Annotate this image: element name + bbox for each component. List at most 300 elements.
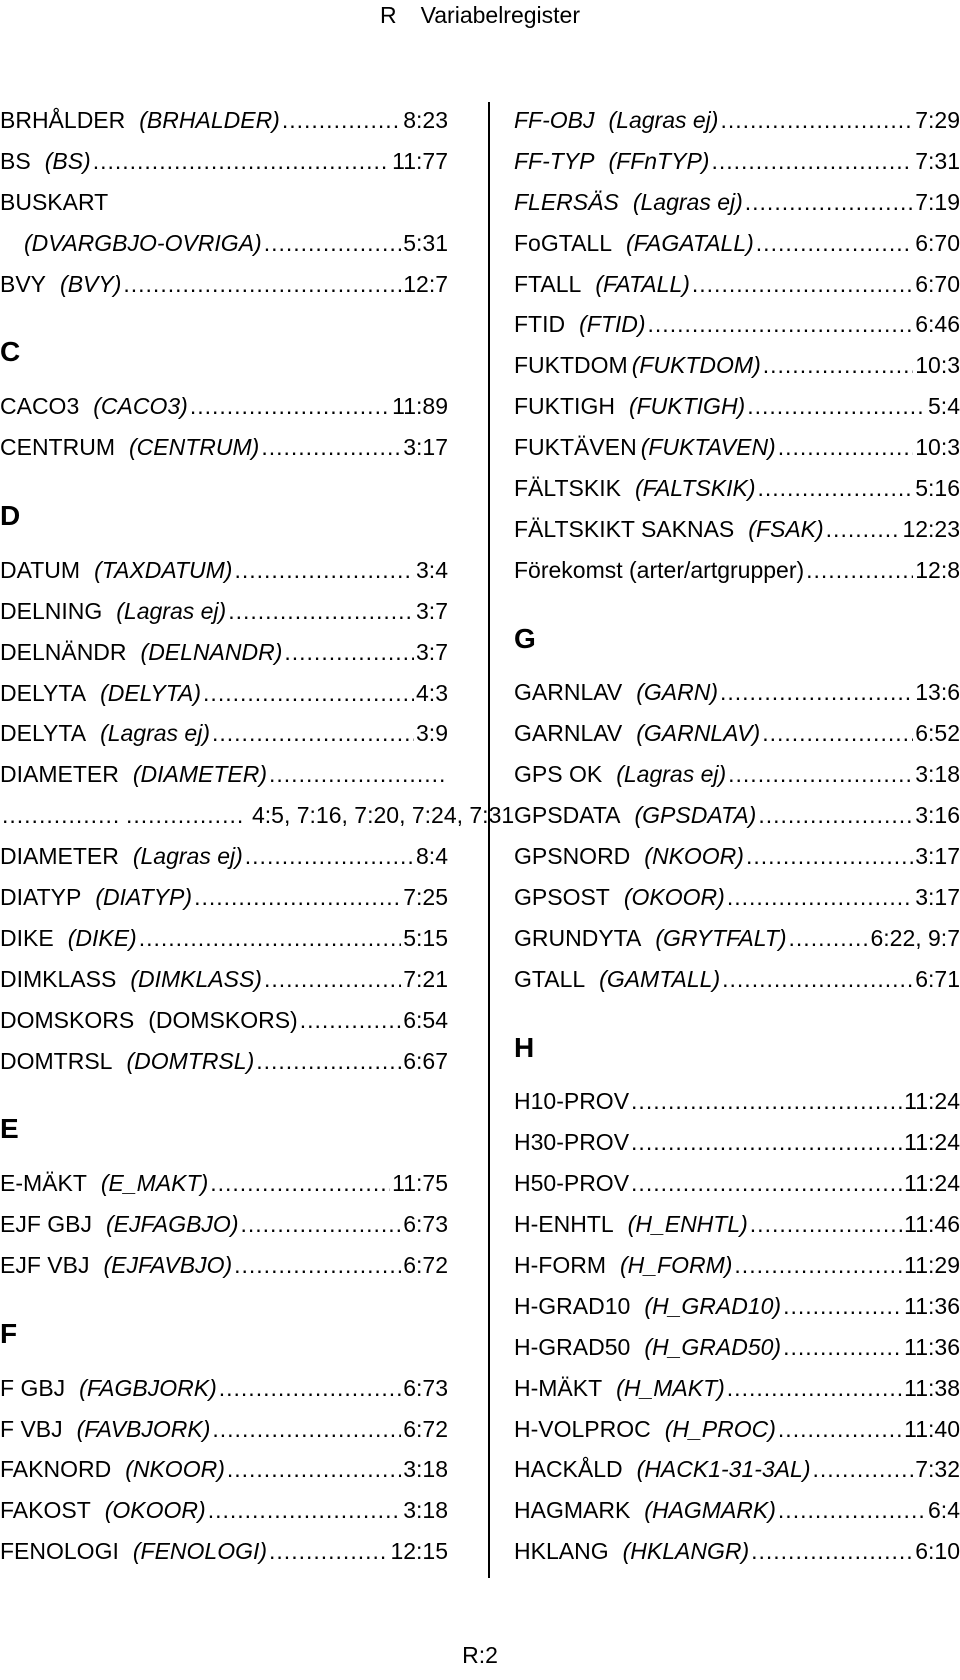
section-heading: H [514, 1031, 535, 1063]
entry-term: CACO3 [0, 393, 80, 420]
index-entry [514, 925, 960, 966]
leader-dots [648, 311, 914, 338]
index-entry [0, 598, 448, 639]
leader-dots [789, 925, 869, 952]
index-entry [514, 1375, 960, 1416]
index-entry [514, 761, 960, 802]
leader-dots [2, 802, 122, 829]
entry-term: H-VOLPROC [514, 1415, 651, 1442]
page-reference: 3:7 [416, 638, 448, 665]
page-reference: 12:8 [915, 556, 960, 583]
leader-dots [219, 1375, 401, 1402]
entry-term: GRUNDYTA [514, 924, 642, 951]
entry-variable: (Lagras ej) [616, 761, 727, 788]
section-heading: C [0, 336, 21, 368]
index-entry [514, 311, 960, 352]
leader-dots [783, 1293, 902, 1320]
page-reference: 4:3 [416, 679, 448, 706]
entry-variable: (FUKTIGH) [628, 393, 746, 420]
entry-variable: (BVY) [60, 270, 122, 297]
page-reference: 6:46 [915, 311, 960, 338]
index-entry [0, 557, 448, 598]
index-column-left [0, 107, 515, 1579]
entry-variable: (FFnTYP) [608, 147, 710, 174]
page-number: R:2 [462, 1642, 498, 1668]
entry-term: DELNÄNDR [0, 638, 127, 665]
entry-variable: (H_PROC) [664, 1415, 776, 1442]
leader-dots [746, 843, 913, 870]
entry-term: DOMSKORS [0, 1006, 135, 1033]
entry-term: FENOLOGI [0, 1538, 119, 1565]
page-reference: 3:17 [915, 883, 960, 910]
entry-term: FUKTÄVEN [514, 434, 637, 461]
index-entry [0, 1375, 448, 1416]
page-reference: 7:32 [915, 1456, 960, 1483]
leader-dots [227, 1456, 401, 1483]
index-entry [0, 1416, 448, 1457]
index-entry [514, 148, 960, 189]
entry-term: BS [0, 147, 31, 174]
entry-variable: (DIAMETER) [132, 761, 268, 788]
leader-dots [711, 148, 913, 175]
section-heading: D [0, 499, 21, 531]
entry-variable: (CENTRUM) [129, 434, 260, 461]
page-reference: 6:54 [403, 1006, 448, 1033]
entry-term: FF-TYP [514, 147, 595, 174]
entry-term: EJF GBJ [0, 1211, 93, 1238]
page-reference: 11:75 [392, 1170, 448, 1197]
page-reference: 6:70 [915, 229, 960, 256]
entry-term: DIATYP [0, 883, 82, 910]
page-reference: 11:38 [904, 1374, 960, 1401]
index-entry [0, 966, 448, 1007]
entry-variable: (TAXDATUM) [94, 556, 233, 583]
page-reference: 6:67 [403, 1047, 448, 1074]
entry-term: DELNING [0, 597, 103, 624]
leader-dots [208, 1497, 402, 1524]
page-reference: 6:10 [915, 1538, 960, 1565]
leader-dots [750, 1211, 902, 1238]
entry-term: DIMKLASS [0, 965, 117, 992]
index-entry [514, 1129, 960, 1170]
leader-dots [269, 1538, 388, 1565]
entry-term: GPSNORD [514, 843, 631, 870]
entry-variable: (GARN) [636, 679, 718, 706]
index-entry [514, 1456, 960, 1497]
page-reference: 11:40 [904, 1415, 960, 1442]
entry-term: FÄLTSKIKT SAKNAS [514, 515, 735, 542]
page-reference: 11:36 [904, 1292, 960, 1319]
index-entry [0, 639, 448, 680]
page-reference: 10:3 [915, 352, 960, 379]
entry-variable: (FAGBJORK) [79, 1374, 217, 1401]
entry-variable: (EJFAGBJO) [106, 1211, 239, 1238]
page-reference: 3:17 [915, 843, 960, 870]
entry-variable: (BS) [44, 147, 91, 174]
page-reference: 7:29 [915, 107, 960, 133]
leader-dots [728, 761, 913, 788]
index-entry [0, 148, 448, 189]
index-entry [514, 966, 960, 1007]
entry-variable: (H_FORM) [619, 1251, 733, 1278]
index-entry [0, 925, 448, 966]
leader-dots [734, 1252, 902, 1279]
entry-variable: (GAMTALL) [599, 965, 721, 992]
index-entry [0, 1170, 448, 1211]
entry-term: BRHÅLDER [0, 107, 126, 133]
leader-dots [300, 1007, 402, 1034]
entry-variable: (Lagras ej) [116, 597, 227, 624]
entry-variable: (GPSDATA) [634, 802, 757, 829]
entry-variable: (DELYTA) [100, 679, 202, 706]
entry-term: FUKTIGH [514, 393, 615, 420]
leader-dots [813, 1456, 914, 1483]
entry-variable: (FALTSKIK) [634, 475, 756, 502]
entry-term: H50-PROV [514, 1170, 630, 1197]
index-entry [514, 1170, 960, 1211]
leader-dots [93, 148, 390, 175]
page-reference: 7:25 [403, 883, 448, 910]
page-reference: 11:77 [392, 147, 448, 174]
index-entry [0, 843, 448, 884]
page-reference: 12:23 [902, 515, 960, 542]
leader-dots [758, 475, 914, 502]
index-entry [514, 557, 960, 598]
entry-variable: (OKOOR) [623, 883, 725, 910]
index-entry [514, 189, 960, 230]
entry-variable: (Lagras ej) [632, 188, 743, 215]
header-letter: R [380, 2, 397, 28]
entry-term: FF-OBJ [514, 107, 595, 133]
leader-dots [727, 1375, 902, 1402]
entry-variable: (HKLANGR) [622, 1538, 750, 1565]
leader-dots [758, 802, 913, 829]
entry-variable: (Lagras ej) [608, 107, 719, 133]
leader-dots [826, 516, 901, 543]
page-reference: 6:72 [403, 1415, 448, 1442]
leader-dots [126, 802, 246, 829]
entry-term: E-MÄKT [0, 1170, 87, 1197]
entry-variable: (NKOOR) [644, 843, 744, 870]
entry-variable: (H_ENHTL) [627, 1211, 748, 1238]
page-reference: 12:15 [390, 1538, 448, 1565]
index-column-right [514, 107, 960, 1579]
entry-variable: (H_GRAD50) [644, 1333, 782, 1360]
entry-term: H-GRAD50 [514, 1333, 631, 1360]
entry-term: FoGTALL [514, 229, 612, 256]
entry-term: FÄLTSKIK [514, 475, 621, 502]
entry-term: DELYTA [0, 679, 87, 706]
index-entry [514, 434, 960, 475]
entry-variable: (FENOLOGI) [132, 1538, 268, 1565]
leader-dots [762, 720, 913, 747]
header-title: Variabelregister [420, 2, 580, 28]
entry-variable: (DOMTRSL) [126, 1047, 255, 1074]
leader-dots [720, 107, 913, 134]
leader-dots [139, 925, 402, 952]
page-reference: 6:52 [915, 720, 960, 747]
leader-dots [228, 598, 414, 625]
index-entry [0, 720, 448, 761]
page-reference: 3:7 [416, 597, 448, 624]
entry-term: DELYTA [0, 720, 87, 747]
leader-dots [783, 1334, 902, 1361]
page-reference: 5:4 [928, 393, 960, 420]
entry-term: DIAMETER [0, 761, 119, 788]
entry-term: H-ENHTL [514, 1211, 614, 1238]
leader-dots [727, 884, 913, 911]
index-entry [0, 1211, 448, 1252]
page-reference: 11:24 [904, 1129, 960, 1156]
entry-term: BUSKART [0, 188, 109, 215]
entry-variable: (FSAK) [748, 515, 824, 542]
index-entry [0, 802, 515, 843]
page-reference: 3:9 [416, 720, 448, 747]
entry-term: DATUM [0, 556, 81, 583]
page-reference: 3:17 [403, 434, 448, 461]
page-reference: 4:5, 7:16, 7:20, 7:24, 7:31 [252, 802, 515, 829]
page-reference: 7:31 [915, 147, 960, 174]
entry-term: EJF VBJ [0, 1251, 90, 1278]
entry-variable: (HAGMARK) [644, 1497, 776, 1524]
page-reference: 8:4 [416, 843, 448, 870]
entry-variable: (FAVBJORK) [76, 1415, 211, 1442]
index-entry [0, 271, 448, 312]
leader-dots [745, 189, 913, 216]
entry-term: H-FORM [514, 1251, 606, 1278]
entry-term: GPSOST [514, 883, 610, 910]
index-entry [514, 1252, 960, 1293]
entry-term: HACKÅLD [514, 1456, 623, 1483]
leader-dots [722, 966, 913, 993]
page-reference: 11:46 [904, 1211, 960, 1238]
entry-term: FAKNORD [0, 1456, 112, 1483]
index-entry [0, 1007, 448, 1048]
page-reference: 8:23 [403, 107, 448, 133]
page-reference: 3:4 [416, 556, 448, 583]
page-header [0, 0, 960, 30]
entry-variable: (DVARGBJO-OVRIGA) [24, 229, 262, 256]
page-reference: 6:73 [403, 1374, 448, 1401]
entry-term: H30-PROV [514, 1129, 630, 1156]
entry-term: GTALL [514, 965, 586, 992]
page-reference: 3:18 [403, 1456, 448, 1483]
page-reference: 6:71 [915, 965, 960, 992]
entry-variable: (OKOOR) [104, 1497, 206, 1524]
leader-dots [692, 271, 913, 298]
section-heading: F [0, 1317, 18, 1349]
index-entry [514, 802, 960, 843]
leader-dots [756, 230, 913, 257]
entry-term: GPS OK [514, 761, 603, 788]
leader-dots [194, 884, 401, 911]
index-entry [514, 1088, 960, 1129]
page-reference: 5:15 [403, 924, 448, 951]
page-reference: 11:24 [904, 1088, 960, 1115]
leader-dots [631, 1129, 902, 1156]
index-entry [514, 475, 960, 516]
leader-dots [264, 966, 401, 993]
leader-dots [256, 1048, 401, 1075]
leader-dots [778, 1497, 926, 1524]
index-entry [0, 761, 448, 802]
entry-term: CENTRUM [0, 434, 115, 461]
index-entry [514, 516, 960, 557]
column-divider [488, 102, 490, 1578]
index-entry [0, 1252, 448, 1293]
entry-term: FUKTDOM [514, 352, 628, 379]
entry-variable: (DOMSKORS) [148, 1006, 298, 1033]
page-reference: 5:31 [403, 229, 448, 256]
entry-variable: (DIMKLASS) [130, 965, 262, 992]
leader-dots [240, 1211, 401, 1238]
entry-term: DOMTRSL [0, 1047, 113, 1074]
index-entry [514, 1497, 960, 1538]
leader-dots [123, 271, 401, 298]
leader-dots [264, 230, 402, 257]
page-reference: 7:21 [403, 965, 448, 992]
index-entry [0, 1538, 448, 1579]
page-reference: 6:70 [915, 270, 960, 297]
entry-variable: (E_MAKT) [100, 1170, 209, 1197]
leader-dots [751, 1538, 913, 1565]
entry-term: DIAMETER [0, 843, 119, 870]
index-entry [514, 352, 960, 393]
entry-variable: (Lagras ej) [100, 720, 210, 747]
page-reference: 6:22, 9:7 [870, 924, 960, 951]
index-entry [514, 1293, 960, 1334]
page-reference: 3:18 [915, 761, 960, 788]
entry-term: GARNLAV [514, 720, 623, 747]
page-reference: 3:18 [403, 1497, 448, 1524]
leader-dots [234, 557, 414, 584]
leader-dots [234, 1252, 401, 1279]
index-entry [514, 720, 960, 761]
entry-variable: (FTID) [579, 311, 646, 338]
leader-dots [778, 434, 914, 461]
index-entry [514, 1416, 960, 1457]
page-reference: 11:36 [904, 1333, 960, 1360]
leader-dots [747, 393, 926, 420]
entry-variable: (Lagras ej) [132, 843, 243, 870]
entry-variable: (GRYTFALT) [655, 924, 787, 951]
leader-dots [190, 393, 390, 420]
entry-term: H-MÄKT [514, 1374, 603, 1401]
leader-dots [210, 1170, 390, 1197]
page-reference: 11:24 [904, 1170, 960, 1197]
entry-variable: (FAGATALL) [626, 229, 754, 256]
index-entry [514, 843, 960, 884]
entry-variable: (FUKTDOM) [631, 352, 761, 379]
leader-dots [763, 352, 913, 379]
page-reference: 3:16 [915, 802, 960, 829]
entry-term: BVY [0, 270, 47, 297]
leader-dots [778, 1416, 902, 1443]
page-reference: 5:16 [915, 475, 960, 502]
entry-variable: (NKOOR) [125, 1456, 225, 1483]
entry-variable: (DIKE) [67, 924, 137, 951]
page-reference: 12:7 [403, 270, 448, 297]
index-entry [514, 107, 960, 148]
entry-term: F VBJ [0, 1415, 63, 1442]
leader-dots [212, 720, 414, 747]
entry-term: Förekomst (arter/artgrupper) [514, 556, 805, 583]
leader-dots [245, 843, 414, 870]
index-entry [0, 884, 448, 925]
leader-dots [631, 1088, 902, 1115]
index-entry [514, 230, 960, 271]
entry-term: FLERSÄS [514, 188, 619, 215]
index-entry [514, 1334, 960, 1375]
entry-variable: (FATALL) [595, 270, 690, 297]
entry-variable: (CACO3) [93, 393, 188, 420]
entry-term: H-GRAD10 [514, 1292, 631, 1319]
entry-variable: (FUKTAVEN) [640, 434, 776, 461]
page-reference: 6:72 [403, 1251, 448, 1278]
leader-dots [631, 1170, 902, 1197]
entry-variable: (DELNANDR) [140, 638, 283, 665]
index-entry [0, 680, 448, 721]
page-reference: 11:29 [904, 1251, 960, 1278]
index-entry [514, 1211, 960, 1252]
index-entry [0, 393, 448, 434]
leader-dots [720, 679, 913, 706]
index-entry [0, 230, 448, 271]
leader-dots [203, 680, 414, 707]
entry-term: HAGMARK [514, 1497, 631, 1524]
page-reference: 13:6 [915, 679, 960, 706]
entry-term: H10-PROV [514, 1088, 630, 1115]
entry-term: F GBJ [0, 1374, 66, 1401]
index-entry [514, 1538, 960, 1579]
page-reference: 10:3 [915, 434, 960, 461]
entry-variable: (GARNLAV) [636, 720, 761, 747]
index-entry [0, 107, 448, 148]
entry-variable: (H_MAKT) [616, 1374, 725, 1401]
entry-variable: (BRHALDER) [139, 107, 280, 133]
index-entry [514, 393, 960, 434]
index-entry [514, 271, 960, 312]
entry-term: DIKE [0, 924, 54, 951]
entry-variable: (H_GRAD10) [644, 1292, 782, 1319]
index-entry [0, 189, 448, 230]
section-heading: E [0, 1113, 19, 1145]
index-entry [0, 1048, 448, 1089]
page-reference: 7:19 [915, 188, 960, 215]
index-entry [0, 1456, 448, 1497]
index-entry [514, 679, 960, 720]
entry-term: GARNLAV [514, 679, 623, 706]
section-heading: G [514, 622, 536, 654]
leader-dots [806, 557, 913, 584]
leader-dots [212, 1416, 401, 1443]
leader-dots [269, 761, 446, 788]
index-entry [0, 434, 448, 475]
leader-dots [284, 639, 414, 666]
entry-variable: (EJFAVBJO) [103, 1251, 233, 1278]
page-reference: 11:89 [392, 393, 448, 420]
entry-variable: (HACK1-31-3AL) [636, 1456, 811, 1483]
entry-term: HKLANG [514, 1538, 609, 1565]
entry-variable: (DIATYP) [95, 883, 193, 910]
index-entry [0, 1497, 448, 1538]
entry-term: GPSDATA [514, 802, 621, 829]
page-reference: 6:73 [403, 1211, 448, 1238]
page-reference: 6:4 [928, 1497, 960, 1524]
entry-term: FTALL [514, 270, 582, 297]
entry-term: FTID [514, 311, 566, 338]
entry-term: FAKOST [0, 1497, 91, 1524]
